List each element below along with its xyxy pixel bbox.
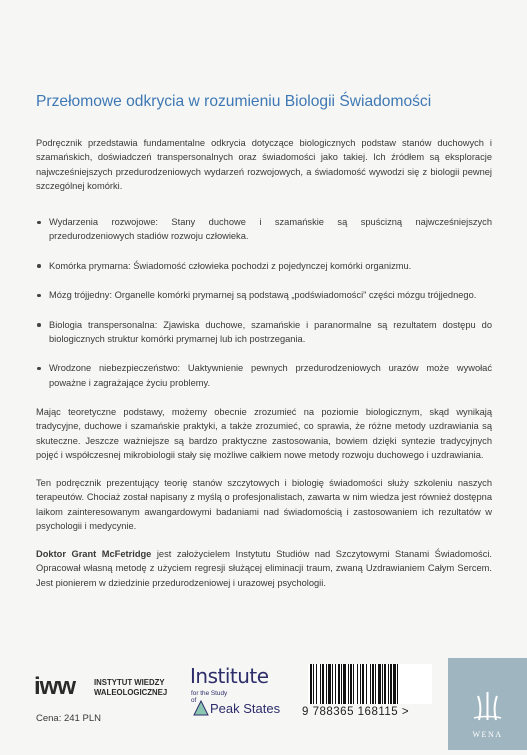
bullet-list (36, 215, 492, 405)
institute-logo-word: Institute (190, 664, 269, 688)
paragraph-handbook: Ten podręcznik prezentujący teorię stanów szczytowych i biologię świadomości służy szkoleniu naszych terapeutów. Chociaż został napisany z myślą o profesjonalistach, zawarta w nim wiedza jest również dostępna laikom zainteresowanym awangardowymi badaniami nad świadomością i zastosowaniem ich rezultatów w psychologii i medycynie. (36, 478, 492, 532)
paragraph-theory: Mając teoretyczne podstawy, możemy obecnie zrozumieć na poziomie biologicznym, skąd wynikają tradycyjne, duchowe i szamańskie praktyki, a także zrozumieć, co sprawia, że różne metody uzdrawiania są skuteczne. Jeszcze ważniejsze są bardzo praktyczne zastosowania, bowiem dzięki syntezie tradycyjnych pojęć i współczesnej mikrobiologii stały się możliwe całkiem nowe metody rozwoju duchowego i uzdrawiania. (36, 407, 492, 461)
iww-logo-mark: iww (34, 673, 76, 700)
list-item: Biologia transpersonalna: Zjawiska duchowe, szamańskie i paranormalne są rezultatem dostępu do biologicznych struktur komórki prymarnej lub ich postrzegania. (36, 318, 492, 347)
publisher-logo (448, 658, 527, 750)
institute-logo-peak: Peak States (210, 701, 281, 716)
institute-peak-states-logo (190, 664, 300, 720)
intro-paragraph: Podręcznik przedstawia fundamentalne odkrycia dotyczące biologicznych podstaw stanów duchowych i szamańskich, doświadczeń transpersonalnych oraz świadomości jako takiej. Ich źródłem są eksploracje najwcześniejszych przedurodzeniowych wydarzeń rozwojowych, a świadomość wywodzi się z biologii pewnej szczególnej komórki. (36, 138, 492, 192)
iww-logo (34, 672, 184, 702)
author-bio-text: jest założycielem Instytutu Studiów nad Szczytowymi Stanami Świadomości. Opracował własną metodę z użyciem regresji służącej eliminacji traum, zwaną Uzdrawianiem Całym Sercem. Jest pionierem w dziedzinie przedurodzeniowej i urazowej psychologii. (36, 549, 492, 588)
iww-logo-text: INSTYTUT WIEDZY WALEOLOGICZNEJ (94, 678, 168, 697)
author-name: Doktor Grant McFetridge (36, 549, 152, 559)
institute-logo-small: for the Study of (191, 690, 228, 704)
list-item: Wydarzenia rozwojowe: Stany duchowe i szamańskie są spuścizną najwcześniejszych przedurodzeniowych stadiów rozwoju człowieka. (36, 215, 492, 244)
list-item: Mózg trójjedny: Organelle komórki prymarnej są podstawą „podświadomości” części mózgu trójjednego. (36, 288, 492, 302)
triangle-icon (193, 700, 209, 716)
list-item: Wrodzone niebezpieczeństwo: Uaktywnienie pewnych przedurodzeniowych urazów może wywołać poważne i zagrażające życiu problemy. (36, 361, 492, 390)
isbn-digits: 9 788365 168115 > (302, 706, 410, 718)
list-item: Komórka prymarna: Świadomość człowieka pochodzi z pojedynczej komórki organizmu. (36, 259, 492, 273)
author-bio (36, 547, 492, 590)
publisher-name: WENA (472, 730, 503, 739)
page-title: Przełomowe odkrycia w rozumieniu Biologii Świadomości (36, 93, 432, 110)
barcode (308, 664, 432, 704)
price-label: Cena: 241 PLN (36, 713, 101, 724)
